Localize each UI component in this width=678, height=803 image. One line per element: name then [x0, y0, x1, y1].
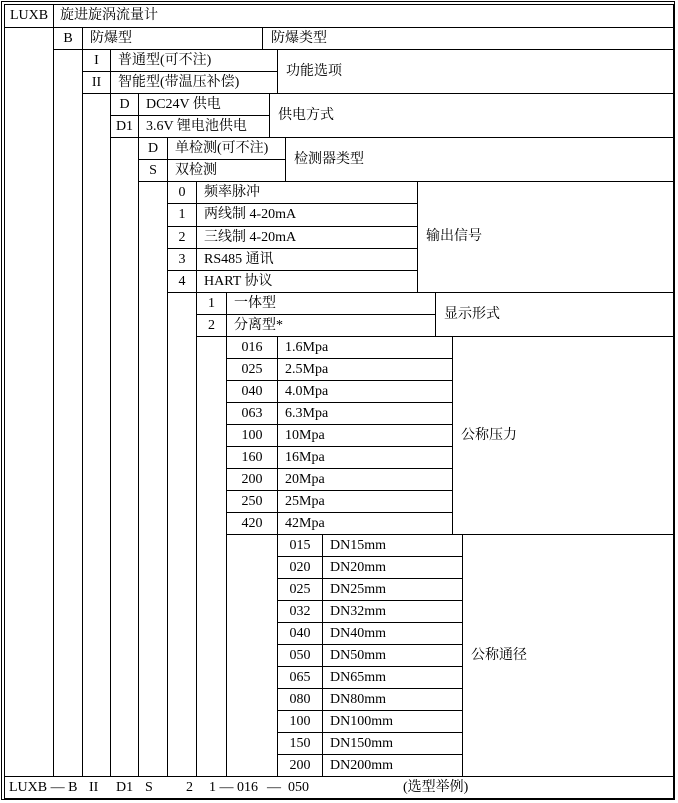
empty-cell: [4, 27, 54, 777]
option-value: 智能型(带温压补偿): [110, 71, 278, 94]
option-value: 4.0Mpa: [277, 380, 453, 403]
option-value: 两线制 4-20mA: [196, 203, 418, 227]
option-value: 三线制 4-20mA: [196, 226, 418, 249]
example-part: 050: [288, 779, 309, 795]
option-value: 16Mpa: [277, 446, 453, 469]
example-row: [4, 776, 674, 799]
empty-cell: [226, 534, 278, 777]
option-value: 防爆型: [82, 27, 263, 50]
option-code: 100: [226, 424, 278, 447]
option-code: 025: [277, 578, 323, 601]
option-value: HART 协议: [196, 270, 418, 293]
section-label: 公称通径: [462, 534, 674, 777]
empty-cell: [110, 137, 139, 777]
model-code-cell: LUXB: [4, 4, 54, 28]
option-value: 双检测: [167, 159, 286, 182]
option-value: 6.3Mpa: [277, 402, 453, 425]
option-value: 2.5Mpa: [277, 358, 453, 381]
section-label: 功能选项: [277, 49, 674, 94]
example-part: 2: [186, 779, 193, 795]
option-code: 050: [277, 644, 323, 667]
option-value: DN200mm: [322, 754, 463, 777]
option-code: 1: [167, 203, 197, 227]
option-value: 10Mpa: [277, 424, 453, 447]
option-value: DN25mm: [322, 578, 463, 601]
option-value: DN50mm: [322, 644, 463, 667]
option-code: 032: [277, 600, 323, 623]
option-code: 250: [226, 490, 278, 513]
option-code: 4: [167, 270, 197, 293]
option-code: D: [138, 137, 168, 160]
example-part: LUXB — B: [9, 779, 78, 795]
option-value: 普通型(可不注): [110, 49, 278, 72]
option-value: 1.6Mpa: [277, 336, 453, 359]
option-code: 200: [277, 754, 323, 777]
option-code: 160: [226, 446, 278, 469]
option-code: 3: [167, 248, 197, 271]
option-value: DN80mm: [322, 688, 463, 711]
option-code: 0: [167, 181, 197, 204]
option-value: DC24V 供电: [138, 93, 270, 116]
option-code: 065: [277, 666, 323, 689]
empty-cell: [138, 181, 168, 777]
option-code: 063: [226, 402, 278, 425]
option-value: DN20mm: [322, 556, 463, 579]
option-code: 016: [226, 336, 278, 359]
option-value: RS485 通讯: [196, 248, 418, 271]
option-code: 015: [277, 534, 323, 557]
option-code: 2: [167, 226, 197, 249]
empty-cell: [82, 93, 111, 777]
option-value: 20Mpa: [277, 468, 453, 491]
option-value: 25Mpa: [277, 490, 453, 513]
option-value: DN65mm: [322, 666, 463, 689]
section-label: 显示形式: [435, 292, 674, 337]
example-part: II: [89, 779, 99, 795]
empty-cell: [53, 49, 83, 777]
option-value: DN40mm: [322, 622, 463, 645]
option-code: 200: [226, 468, 278, 491]
option-value: DN15mm: [322, 534, 463, 557]
option-code: I: [82, 49, 111, 72]
option-code: S: [138, 159, 168, 182]
empty-cell: [196, 336, 227, 777]
option-code: 2: [196, 314, 227, 337]
option-value: 3.6V 锂电池供电: [138, 115, 270, 138]
option-value: DN32mm: [322, 600, 463, 623]
option-value: 分离型*: [226, 314, 436, 337]
section-label: 防爆类型: [262, 27, 674, 50]
model-name-cell: 旋进旋涡流量计: [53, 4, 674, 28]
option-code: II: [82, 71, 111, 94]
section-label: 公称压力: [452, 336, 674, 535]
option-code: 040: [226, 380, 278, 403]
option-code: 025: [226, 358, 278, 381]
option-value: DN150mm: [322, 732, 463, 755]
example-part: D1: [116, 779, 134, 795]
section-label: 检测器类型: [285, 137, 674, 182]
option-code: 1: [196, 292, 227, 315]
option-code: 040: [277, 622, 323, 645]
example-part: 1 — 016: [209, 779, 258, 795]
option-value: 42Mpa: [277, 512, 453, 535]
option-code: 080: [277, 688, 323, 711]
option-code: 020: [277, 556, 323, 579]
option-code: 420: [226, 512, 278, 535]
example-part: S: [145, 779, 153, 795]
option-value: DN100mm: [322, 710, 463, 733]
option-code: D1: [110, 115, 139, 138]
example-part: —: [267, 779, 281, 795]
section-label: 供电方式: [269, 93, 674, 138]
option-code: 150: [277, 732, 323, 755]
option-code: B: [53, 27, 83, 50]
option-value: 单检测(可不注): [167, 137, 286, 160]
section-label: 输出信号: [417, 181, 674, 293]
option-code: 100: [277, 710, 323, 733]
option-code: D: [110, 93, 139, 116]
option-value: 一体型: [226, 292, 436, 315]
empty-cell: [167, 292, 197, 777]
example-note: (选型举例): [403, 779, 469, 795]
option-value: 频率脉冲: [196, 181, 418, 204]
